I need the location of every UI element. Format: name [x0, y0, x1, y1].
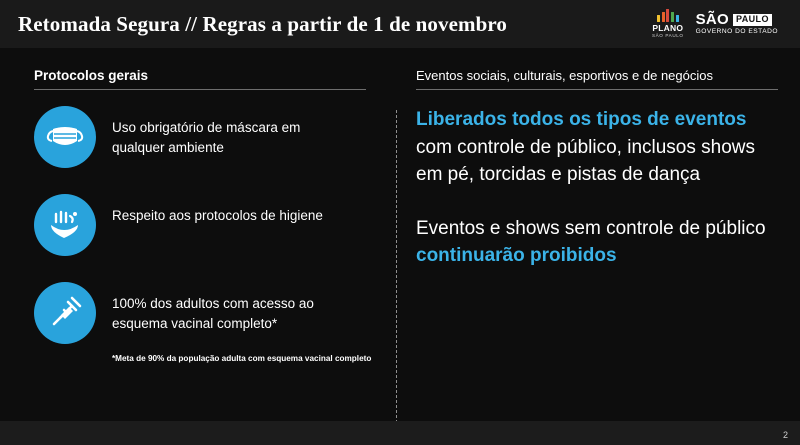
list-item [34, 282, 376, 344]
syringe-icon [34, 282, 96, 344]
sp-logo-sao: SÃO [695, 11, 730, 29]
plano-bars-icon [657, 9, 679, 22]
plano-logo-sub: SÃO PAULO [651, 32, 684, 38]
governo-sp-logo [696, 12, 778, 36]
right-block-1-highlight: Liberados todos os tipos de eventos [416, 109, 747, 130]
right-heading-rule [416, 89, 778, 90]
plano-logo-name: PLANO [652, 23, 684, 34]
left-column [0, 48, 390, 445]
left-column-heading: Protocolos gerais [34, 68, 149, 83]
right-block-2 [416, 215, 778, 270]
page-title: Retomada Segura // Regras a partir de 1 de novembro [18, 11, 508, 36]
sp-logo-paulo: PAULO [733, 14, 772, 26]
left-heading-rule [34, 89, 366, 90]
slide-body [0, 48, 800, 445]
right-column-heading: Eventos sociais, culturais, esportivos e de negócios [416, 68, 713, 83]
sp-logo-top [696, 12, 778, 27]
list-item-label: 100% dos adultos com acesso ao esquema vacinal completo* [112, 296, 314, 331]
list-item [34, 194, 376, 256]
list-item-label: Respeito aos protocolos de higiene [112, 208, 323, 223]
right-block-2-highlight: continuarão proibidos [416, 245, 617, 267]
header-logos [652, 9, 782, 38]
footer-bar [0, 421, 800, 445]
right-block-2-plain: Eventos e shows sem controle de público [416, 217, 766, 239]
face-mask-icon [34, 106, 96, 168]
page-number: 2 [782, 430, 788, 440]
list-item [34, 106, 376, 168]
right-block-1-plain: com controle de público, inclusos shows em pé, torcidas e pistas de dança [416, 136, 756, 186]
list-item-label: Uso obrigatório de máscara em qualquer ambiente [112, 120, 301, 155]
column-divider [396, 110, 397, 445]
right-block-1 [416, 106, 778, 189]
left-column-footnote: *Meta de 90% da população adulta com esquema vacinal completo [112, 354, 372, 363]
right-column [390, 48, 800, 445]
plano-sao-paulo-logo [652, 9, 684, 38]
slide-header [0, 0, 800, 48]
sp-logo-gov: GOVERNO DO ESTADO [695, 28, 778, 36]
hand-washing-icon [34, 194, 96, 256]
